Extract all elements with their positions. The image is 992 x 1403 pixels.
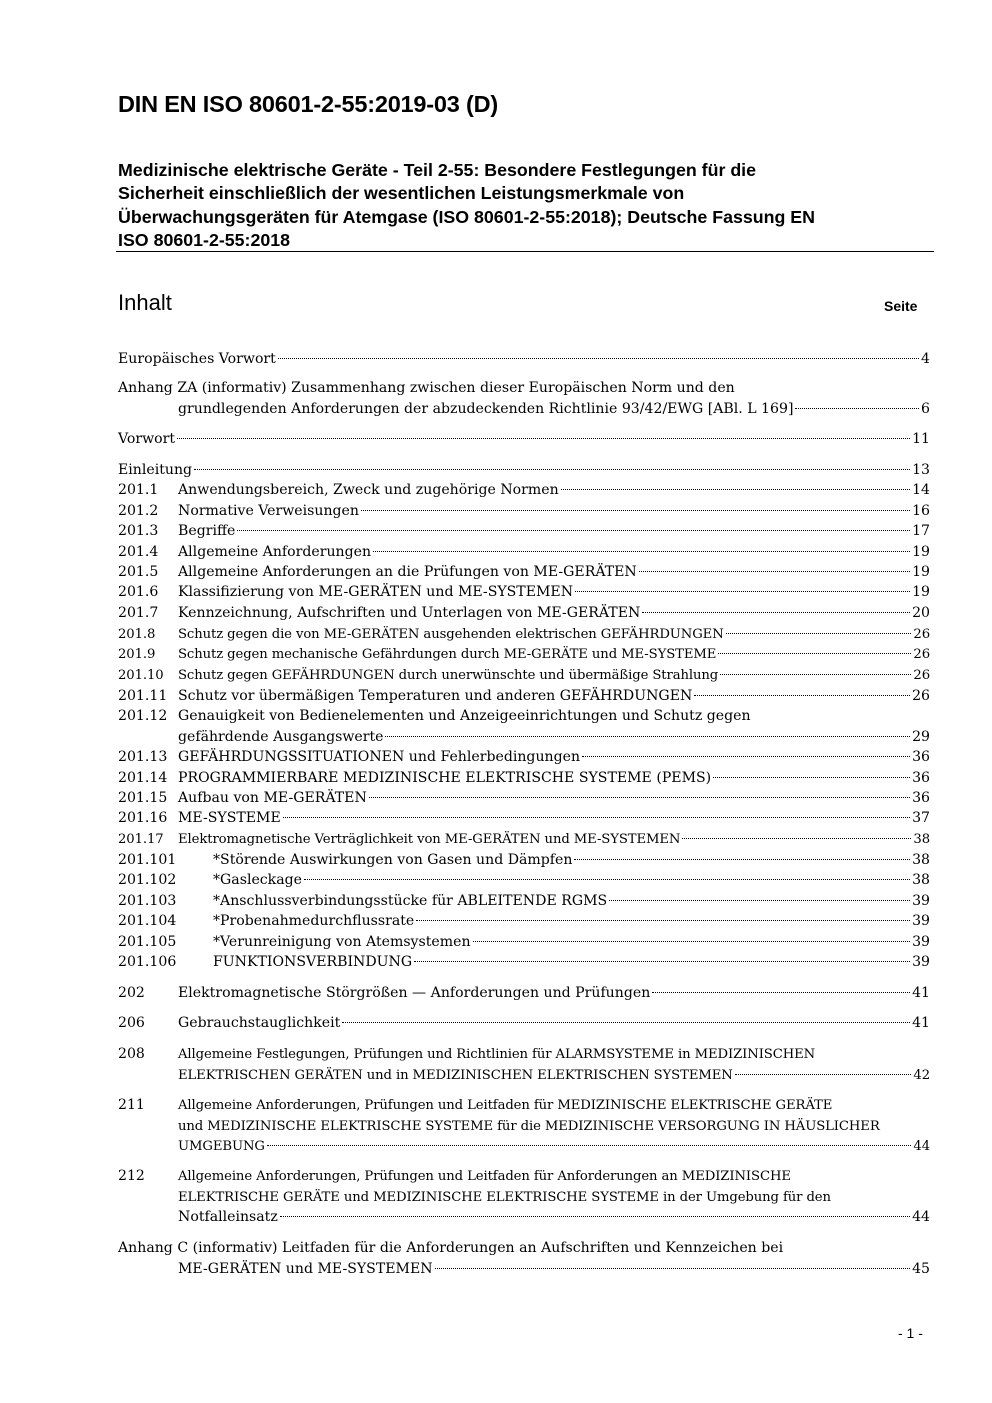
- toc-entry-page: 38: [912, 872, 930, 888]
- toc-entry-page: 19: [912, 584, 930, 600]
- toc-entry-label[interactable]: Allgemeine Festlegungen, Prüfungen und Richtlinien für ALARMSYSTEME in MEDIZINISCHEN: [178, 1047, 816, 1062]
- toc-entry[interactable]: [118, 911, 930, 932]
- dot-leader: [582, 756, 910, 757]
- toc-entry[interactable]: [118, 952, 930, 973]
- toc-entry-number: 201.5: [118, 564, 159, 580]
- dot-leader: [361, 510, 910, 511]
- dot-leader: [639, 571, 910, 572]
- toc-entry[interactable]: [178, 1136, 930, 1157]
- dot-leader: [473, 941, 911, 942]
- toc-entry[interactable]: [118, 665, 930, 686]
- toc-entry[interactable]: [118, 932, 930, 953]
- toc-entry-label: Elektromagnetische Störgrößen — Anforderungen und Prüfungen: [178, 985, 651, 1001]
- toc-entry-label: *Störende Auswirkungen von Gasen und Dämpfen: [213, 852, 573, 868]
- toc-entry[interactable]: [178, 1065, 930, 1086]
- page-number: - 1 -: [898, 1325, 923, 1341]
- toc-entry-label[interactable]: Genauigkeit von Bedienelementen und Anzeigeeinrichtungen und Schutz gegen: [178, 708, 751, 724]
- subtitle-line: ISO 80601-2-55:2018: [118, 229, 291, 250]
- toc-entry-label: *Anschlussverbindungsstücke für ABLEITENDE RGMS: [213, 893, 608, 909]
- toc-entry-label: Schutz vor übermäßigen Temperaturen und anderen GEFÄHRDUNGEN: [178, 688, 693, 704]
- toc-entry[interactable]: [178, 1207, 930, 1228]
- toc-entry-label[interactable]: Anhang ZA (informativ) Zusammenhang zwischen dieser Europäischen Norm und den: [118, 380, 735, 396]
- toc-entry-page: 11: [912, 431, 930, 447]
- toc-entry[interactable]: [178, 399, 930, 420]
- toc-entry-number: 201.6: [118, 584, 159, 600]
- toc-entry[interactable]: [118, 460, 930, 481]
- toc-entry-page: 41: [912, 1015, 930, 1031]
- toc-entry-label: Aufbau von ME-GERÄTEN: [178, 790, 367, 806]
- toc-entry-page: 38: [912, 852, 930, 868]
- dot-leader: [237, 530, 910, 531]
- toc-entry-number: 201.9: [118, 647, 156, 662]
- toc-entry[interactable]: [118, 501, 930, 522]
- toc-entry-label[interactable]: ELEKTRISCHE GERÄTE und MEDIZINISCHE ELEKTRISCHE SYSTEME in der Umgebung für den: [178, 1190, 831, 1205]
- dot-leader: [278, 358, 919, 359]
- dot-leader: [720, 674, 911, 675]
- dot-leader: [385, 736, 910, 737]
- toc-entry-label[interactable]: und MEDIZINISCHE ELEKTRISCHE SYSTEME für die MEDIZINISCHE VERSORGUNG IN HÄUSLICHER: [178, 1119, 880, 1134]
- toc-entry-page: 39: [912, 934, 930, 950]
- toc-entry[interactable]: [118, 808, 930, 829]
- toc-entry-label: *Probenahmedurchflussrate: [213, 913, 415, 929]
- toc-entry-page: 36: [912, 749, 930, 765]
- toc-entry-page: 39: [912, 954, 930, 970]
- toc-entry[interactable]: [118, 850, 930, 871]
- toc-entry-page: 4: [921, 351, 930, 367]
- dot-leader: [304, 879, 910, 880]
- toc-entry-label: Elektromagnetische Verträglichkeit von ME-GERÄTEN und ME-SYSTEMEN: [178, 832, 681, 847]
- toc-entry-number: 206: [118, 1015, 145, 1031]
- toc-entry[interactable]: [118, 542, 930, 563]
- toc-entry[interactable]: [118, 521, 930, 542]
- dot-leader: [414, 961, 910, 962]
- toc-entry-label: ME-GERÄTEN und ME-SYSTEMEN: [178, 1261, 433, 1277]
- toc-entry-page: 36: [912, 770, 930, 786]
- toc-entry-number: 201.3: [118, 523, 159, 539]
- toc-entry-number: 201.17: [118, 832, 164, 847]
- dot-leader: [718, 653, 911, 654]
- dot-leader: [652, 992, 910, 993]
- toc-entry-number: 212: [118, 1168, 145, 1184]
- toc-entry-number: 201.16: [118, 810, 168, 826]
- toc-entry-page: 41: [912, 985, 930, 1001]
- toc-entry-label: FUNKTIONSVERBINDUNG: [213, 954, 413, 970]
- toc-entry[interactable]: [118, 788, 930, 809]
- dot-leader: [575, 591, 910, 592]
- toc-entry-page: 38: [913, 832, 930, 847]
- toc-entry-number: 201.15: [118, 790, 168, 806]
- dot-leader: [373, 551, 910, 552]
- document-subtitle: [118, 159, 934, 252]
- toc-entry[interactable]: [118, 829, 930, 850]
- toc-entry-label: Schutz gegen mechanische Gefährdungen durch ME-GERÄTE und ME-SYSTEME: [178, 647, 717, 662]
- title-divider: [116, 251, 934, 252]
- dot-leader: [283, 817, 910, 818]
- toc-entry[interactable]: [118, 644, 930, 665]
- toc-entry-label: ELEKTRISCHEN GERÄTEN und in MEDIZINISCHEN ELEKTRISCHEN SYSTEMEN: [178, 1068, 733, 1083]
- toc-entry-label[interactable]: Anhang C (informativ) Leitfaden für die Anforderungen an Aufschriften und Kennzeichen bei: [118, 1240, 784, 1256]
- toc-entry-page: 39: [912, 913, 930, 929]
- toc-entry-label: ME-SYSTEME: [178, 810, 281, 826]
- toc-entry[interactable]: [118, 562, 930, 583]
- toc-entry-number: 201.1: [118, 482, 159, 498]
- toc-entry-label[interactable]: Allgemeine Anforderungen, Prüfungen und Leitfaden für MEDIZINISCHE ELEKTRISCHE GERÄTE: [178, 1098, 833, 1113]
- dot-leader: [694, 695, 910, 696]
- dot-leader: [267, 1145, 912, 1146]
- document-title: DIN EN ISO 80601-2-55:2019-03 (D): [118, 91, 499, 117]
- subtitle-line: Medizinische elektrische Geräte - Teil 2-55: Besondere Festlegungen für die: [118, 160, 757, 180]
- toc-entry-page: 26: [913, 647, 930, 662]
- toc-entry-page: 36: [912, 790, 930, 806]
- dot-leader: [609, 900, 910, 901]
- dot-leader: [369, 797, 910, 798]
- toc-entry[interactable]: [118, 747, 930, 768]
- toc-entry-label[interactable]: Allgemeine Anforderungen, Prüfungen und Leitfaden für Anforderungen an MEDIZINISCHE: [178, 1169, 791, 1184]
- toc-entry-page: 14: [912, 482, 930, 498]
- toc-entry-number: 201.102: [118, 872, 177, 888]
- toc-entry-label: UMGEBUNG: [178, 1139, 265, 1154]
- toc-entry-page: 19: [912, 564, 930, 580]
- toc-entry-label: PROGRAMMIERBARE MEDIZINISCHE ELEKTRISCHE SYSTEME (PEMS): [178, 770, 712, 786]
- toc-entry[interactable]: [118, 686, 930, 707]
- toc-entry-label: gefährdende Ausgangswerte: [178, 729, 384, 745]
- toc-entry-page: 6: [921, 401, 930, 417]
- dot-leader: [342, 1022, 910, 1023]
- toc-entry[interactable]: [118, 891, 930, 912]
- toc-entry-page: 45: [912, 1261, 930, 1277]
- toc-entry[interactable]: [118, 983, 930, 1004]
- toc-entry-number: 201.14: [118, 770, 168, 786]
- dot-leader: [177, 438, 910, 439]
- toc-entry[interactable]: [118, 768, 930, 789]
- toc-entry-number: 211: [118, 1097, 145, 1113]
- toc-entry-label: *Verunreinigung von Atemsystemen: [213, 934, 471, 950]
- toc-entry[interactable]: [178, 1259, 930, 1280]
- toc-entry-label: Schutz gegen GEFÄHRDUNGEN durch unerwünschte und übermäßige Strahlung: [178, 668, 719, 683]
- page-column-label: Seite: [884, 298, 918, 314]
- toc-entry-page: 37: [912, 810, 930, 826]
- toc-entry-page: 16: [912, 503, 930, 519]
- toc-entry-number: 201.7: [118, 605, 159, 621]
- toc-entry-page: 19: [912, 544, 930, 560]
- toc-entry-page: 20: [912, 605, 930, 621]
- toc-entry-number: 201.105: [118, 934, 177, 950]
- toc-entry-number: 201.103: [118, 893, 177, 909]
- toc-entry-label: Allgemeine Anforderungen an die Prüfungen von ME-GERÄTEN: [178, 564, 637, 580]
- dot-leader: [574, 859, 910, 860]
- toc-entry-page: 29: [912, 729, 930, 745]
- toc-entry-page: 13: [912, 462, 930, 478]
- toc-entry-number: 201.13: [118, 749, 168, 765]
- toc-entry-number: 201.11: [118, 688, 168, 704]
- toc-entry-page: 26: [913, 627, 930, 642]
- toc-entry[interactable]: [118, 603, 930, 624]
- toc-entry-label: Allgemeine Anforderungen: [178, 544, 372, 560]
- toc-entry-number: 201.101: [118, 852, 177, 868]
- toc-entry-number: 201.4: [118, 544, 159, 560]
- toc-entry-label: Begriffe: [178, 523, 236, 539]
- dot-leader: [642, 612, 910, 613]
- toc-entry-label: Gebrauchstauglichkeit: [178, 1015, 341, 1031]
- toc-entry-page: 44: [912, 1209, 930, 1225]
- dot-leader: [280, 1216, 910, 1217]
- dot-leader: [735, 1074, 912, 1075]
- subtitle-line: Überwachungsgeräten für Atemgase (ISO 80601-2-55:2018); Deutsche Fassung EN: [118, 206, 815, 227]
- dot-leader: [435, 1268, 911, 1269]
- toc-entry-page: 42: [913, 1068, 930, 1083]
- toc-entry[interactable]: [178, 727, 930, 748]
- toc-entry[interactable]: [118, 349, 930, 370]
- toc-entry-number: 201.12: [118, 708, 168, 724]
- toc-entry-label: Anwendungsbereich, Zweck und zugehörige Normen: [178, 482, 559, 498]
- toc-entry[interactable]: [118, 1013, 930, 1034]
- toc-entry-number: 208: [118, 1046, 145, 1062]
- toc-entry-page: 17: [912, 523, 930, 539]
- toc-entry[interactable]: [118, 870, 930, 891]
- toc-heading: Inhalt: [118, 290, 172, 315]
- dot-leader: [416, 920, 910, 921]
- toc-entry-label: GEFÄHRDUNGSSITUATIONEN und Fehlerbedingungen: [178, 749, 581, 765]
- toc-entry-number: 201.10: [118, 668, 164, 683]
- dot-leader: [713, 777, 910, 778]
- dot-leader: [726, 633, 912, 634]
- dot-leader: [795, 408, 919, 409]
- toc-entry-page: 39: [912, 893, 930, 909]
- toc-entry-number: 201.8: [118, 627, 156, 642]
- toc-entry-number: 201.104: [118, 913, 177, 929]
- toc-entry-number: 202: [118, 985, 145, 1001]
- toc-entry-label: Schutz gegen die von ME-GERÄTEN ausgehenden elektrischen GEFÄHRDUNGEN: [178, 627, 724, 642]
- toc-entry[interactable]: [118, 624, 930, 645]
- toc-entry[interactable]: [118, 429, 930, 450]
- dot-leader: [682, 838, 911, 839]
- toc-entry-label: Klassifizierung von ME-GERÄTEN und ME-SYSTEMEN: [178, 584, 574, 600]
- toc-entry-label: Notfalleinsatz: [178, 1209, 278, 1225]
- toc-entry-label: Normative Verweisungen: [178, 503, 359, 519]
- toc-entry[interactable]: [118, 582, 930, 603]
- dot-leader: [561, 489, 910, 490]
- toc-entry-label: *Gasleckage: [213, 872, 302, 888]
- toc-entry-page: 26: [912, 688, 930, 704]
- toc-entry-label: Europäisches Vorwort: [118, 351, 276, 367]
- toc-entry-page: 26: [913, 668, 930, 683]
- toc-entry-number: 201.2: [118, 503, 159, 519]
- dot-leader: [194, 469, 910, 470]
- toc-entry-page: 44: [913, 1139, 930, 1154]
- toc-entry-label: Kennzeichnung, Aufschriften und Unterlagen von ME-GERÄTEN: [178, 605, 641, 621]
- toc-entry-label: Vorwort: [118, 431, 176, 447]
- toc-entry-label: grundlegenden Anforderungen der abzudeckenden Richtlinie 93/42/EWG [ABl. L 169]: [178, 401, 794, 417]
- toc-entry-number: 201.106: [118, 954, 177, 970]
- toc-entry[interactable]: [118, 480, 930, 501]
- toc-entry-label: Einleitung: [118, 462, 193, 478]
- subtitle-line: Sicherheit einschließlich der wesentlichen Leistungsmerkmale von: [118, 183, 685, 204]
